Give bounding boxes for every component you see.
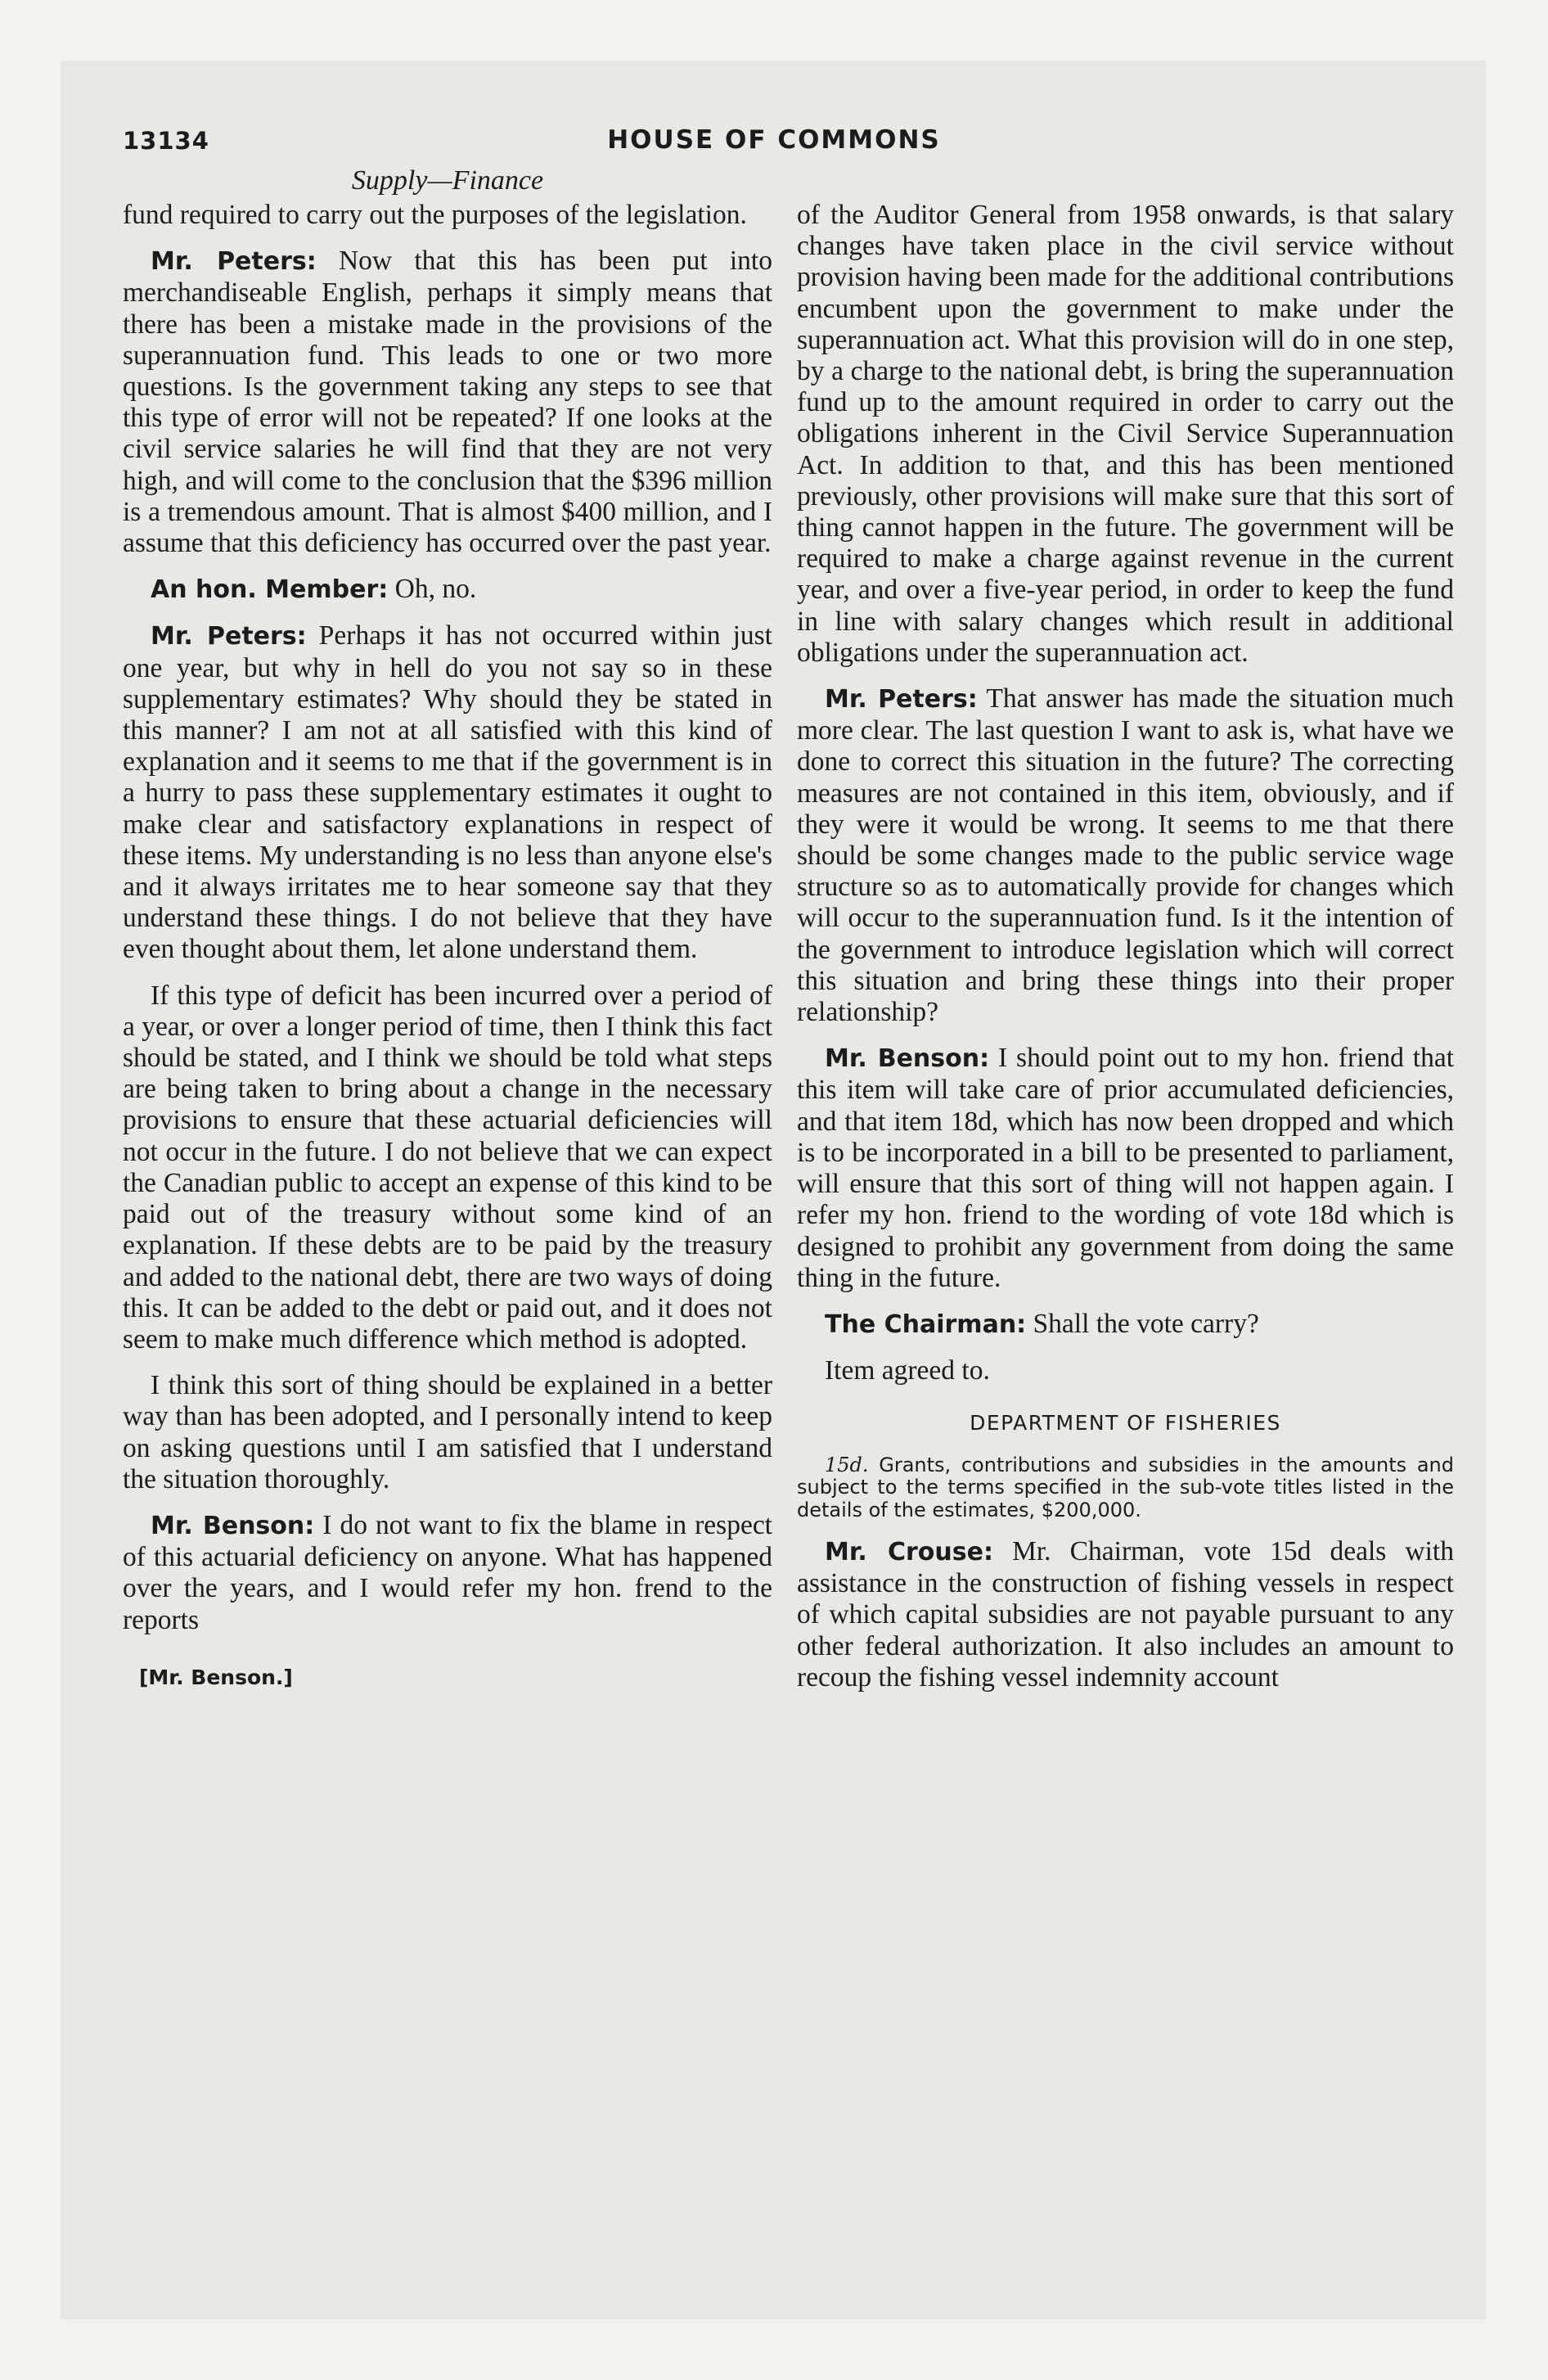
department-heading: DEPARTMENT OF FISHERIES	[970, 1411, 1281, 1436]
speech-chairman	[797, 1309, 1454, 1341]
speaker-name: The Chairman:	[825, 1309, 1027, 1339]
speech-text: Perhaps it has not occurred within just one year, but why in hell do you not say so in these supplementary estimates? Why should they be stated in this manner? I am not at all satisfied with this kind of explanation and it seems to me that if the government is in a hurry to pass these supplementary estimates it ought to make clear and satisfactory explanations in respect of these items. My understanding is no less than anyone else's and it always irritates me to hear someone say that they understand these things. I do not believe that they have even thought about them, let alone understand them.	[123, 620, 772, 965]
vote-item	[797, 1454, 1454, 1522]
speaker-name: Mr. Peters:	[825, 685, 978, 714]
speech-text: Now that this has been put into merchandiseable English, perhaps it simply means that there has been a mistake made in the provisions of the superannuation fund. This leads to one or two more questions. Is the government taking any steps to see that this type of error will not be repeated? If one looks at the civil service salaries he will find that they are not very high, and will come to the conclusion that the $396 million is a tremendous amount. That is almost $400 million, and I assume that this deficiency has occurred over the past year.	[123, 246, 772, 559]
speech-benson-2	[797, 1043, 1454, 1294]
speech-hon-member	[123, 574, 772, 606]
speaker-name: Mr. Benson:	[825, 1044, 990, 1074]
speech-text: I should point out to my hon. friend that this item will take care of prior accumulated deficiencies, and that item 18d, which has now been dropped and which is to be incorporated in a bill to be presented to parliament, will ensure that this sort of thing will not happen again. I refer my hon. friend to the wording of vote 18d which is designed to prohibit any government from doing the same thing in the future.	[797, 1043, 1454, 1293]
paragraph: If this type of deficit has been incurred over a period of a year, or over a longer period of time, then I think this fact should be stated, and I think we should be told what steps are being taken to bring about a change in the necessary provisions to ensure that these actuarial deficiencies will not occur in the future. I do not believe that we can expect the Canadian public to accept an expense of this kind to be paid out of the treasury without some kind of an explanation. If these debts are to be paid by the treasury and added to the national debt, there are two ways of doing this. It can be added to the debt or paid out, and it does not seem to make much difference which method is adopted.	[123, 980, 773, 1355]
speech-benson-1	[123, 1510, 772, 1636]
vote-number: 15d.	[825, 1453, 869, 1476]
speaker-name: Mr. Crouse:	[825, 1538, 993, 1567]
speaker-name: Mr. Peters:	[151, 247, 317, 277]
speech-text: Shall the vote carry?	[1026, 1308, 1259, 1339]
speech-peters-2	[123, 620, 772, 965]
paragraph: fund required to carry out the purposes of the legislation.	[123, 200, 747, 230]
speech-text: Oh, no.	[388, 574, 477, 605]
section-subhead: Supply—Finance	[351, 165, 544, 196]
running-head: HOUSE OF COMMONS	[607, 125, 941, 155]
paragraph: of the Auditor General from 1958 onwards, is that salary changes have taken place in the civil service without provision having been made for the additional contributions encumbent upon the government to make under the superannuation act. What this provision will do in one step, by a charge to the national debt, is bring the superannuation fund up to the amount required in order to carry out the obligations inherent in the Civil Service Superannuation Act. In addition to that, and this has been mentioned previously, other provisions will make sure that this sort of thing cannot happen in the future. The government will be required to make a charge against revenue in the current year, and over a five-year period, in order to keep the fund in line with salary changes which result in additional obligations under the superannuation act.	[797, 200, 1454, 668]
right-column	[797, 200, 1454, 1708]
speech-crouse	[797, 1536, 1454, 1693]
speaker-name: An hon. Member:	[151, 575, 389, 605]
paragraph: Item agreed to.	[825, 1355, 990, 1386]
left-column	[123, 200, 772, 1693]
speech-peters-1	[123, 246, 772, 559]
speech-text: Mr. Chairman, vote 15d deals with assistance in the construction of fishing vessels in respect of which capital subsidies are not payable pursuant to any other federal authorization. It also includes an amount to recoup the fishing vessel indemnity account	[797, 1536, 1454, 1693]
vote-text: Grants, contributions and subsidies in the amounts and subject to the terms specified in the sub-vote titles listed in the details of the estimates, $200,000.	[797, 1453, 1454, 1521]
page-number: 13134	[123, 127, 209, 155]
paragraph: I think this sort of thing should be explained in a better way than has been adopted, and I personally intend to keep on asking questions until I am satisfied that I understand the situation thoroughly.	[123, 1370, 772, 1494]
speaker-attribution: [Mr. Benson.]	[139, 1665, 293, 1689]
speech-peters-3	[797, 683, 1454, 1028]
speaker-name: Mr. Peters:	[151, 622, 307, 651]
speech-text: That answer has made the situation much more clear. The last question I want to ask is, what have we done to correct this situation in the future? The correcting measures are not contained in this item, obviously, and if they were it would be wrong. It seems to me that there should be some changes made to the public service wage structure so as to automatically provide for changes which will occur to the superannuation fund. Is it the intention of the government to introduce legislation which will correct this situation and bring these things into their proper relationship?	[797, 683, 1454, 1028]
speech-text: I do not want to fix the blame in respect of this actuarial deficiency on anyone. What has happened over the years, and I would refer my hon. frend to the reports	[123, 1509, 772, 1635]
speaker-name: Mr. Benson:	[151, 1511, 315, 1540]
